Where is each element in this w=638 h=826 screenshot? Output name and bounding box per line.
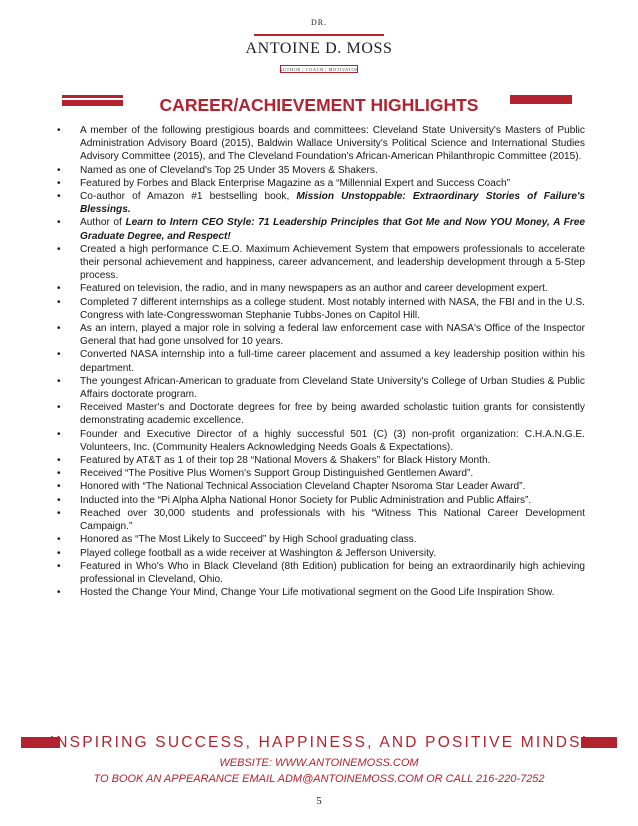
list-item: • Featured in Who's Who in Black Cleveland (8th Edition) publication for being an extraordinarily high achieving professional in Cleveland, Ohio. xyxy=(57,560,585,586)
book-title: Learn to Intern CEO Style: 71 Leadership Principles that Got Me and Now YOU Money, A Free Graduate Degree, and Respect! xyxy=(80,217,585,242)
tagline: INSPIRING SUCCESS, HAPPINESS, AND POSITIVE MINDS! xyxy=(49,734,589,751)
list-item: • A member of the following prestigious boards and committees: Cleveland State University's Masters of Public Administration Advisory Board (2015), Baldwin Wallace University's Political Science and International Studies Advisory Committee (2015), and The Cleveland Foundation's African-American Philanthropic Committee (2015). xyxy=(57,124,585,164)
list-item xyxy=(57,190,585,216)
section-title: CAREER/ACHIEVEMENT HIGHLIGHTS xyxy=(159,95,479,115)
logo-tagline: AUTHOR | COACH | MOTIVATOR xyxy=(279,67,359,72)
list-item-text: Author of xyxy=(80,217,126,229)
list-item: • Featured by Forbes and Black Enterprise Magazine as a “Millennial Expert and Success Coach” xyxy=(57,177,585,190)
list-item: • Received Master's and Doctorate degrees for free by being awarded scholastic tuition grants for consistently demonstrating academic excellence. xyxy=(57,401,585,427)
list-item: • Founder and Executive Director of a highly successful 501 (C) (3) non-profit organization: C.H.A.N.G.E. Volunteers, Inc. (Community Healers Acknowledging Needs Goals & Expectations). xyxy=(57,428,585,454)
list-item: • The youngest African-American to graduate from Cleveland State University's College of Urban Studies & Public Affairs doctorate program. xyxy=(57,375,585,401)
book-title: Mission Unstoppable: Extraordinary Stories of Failure's Blessings. xyxy=(80,191,585,216)
list-item: • Featured on television, the radio, and in many newspapers as an author and career development expert. xyxy=(57,282,585,295)
logo-divider xyxy=(254,34,384,36)
page-number: 5 xyxy=(316,795,322,807)
list-item xyxy=(57,216,585,242)
list-item: • Completed 7 different internships as a college student. Most notably interned with NASA, the FBI and in the U.S. Congress with late-Congresswoman Stephanie Tubbs-Jones on Capitol Hill. xyxy=(57,296,585,322)
list-item: • Featured by AT&T as 1 of their top 28 “National Movers & Shakers” for Black History Month. xyxy=(57,454,585,467)
list-item: • Reached over 30,000 students and professionals with his “Witness This National Career Development Campaign.” xyxy=(57,507,585,533)
list-item: • Hosted the Change Your Mind, Change Your Life motivational segment on the Good Life Inspiration Show. xyxy=(57,586,585,599)
list-item: • Received “The Positive Plus Women's Support Group Distinguished Gentlemen Award”. xyxy=(57,467,585,480)
list-item: • Converted NASA internship into a full-time career placement and assumed a key leadership position within his department. xyxy=(57,348,585,374)
logo-name: ANTOINE D. MOSS xyxy=(245,40,393,57)
footer-booking: TO BOOK AN APPEARANCE EMAIL ADM@ANTOINEMOSS.COM OR CALL 216-220-7252 xyxy=(93,773,545,785)
list-item: • Inducted into the “Pi Alpha Alpha National Honor Society for Public Administration and Public Affairs”. xyxy=(57,494,585,507)
list-item: • Created a high performance C.E.O. Maximum Achievement System that empowers professionals to accelerate their personal achievement and happiness, career advancement, and leadership development through a 5-Step process. xyxy=(57,243,585,283)
footer-website: WEBSITE: WWW.ANTOINEMOSS.COM xyxy=(219,757,419,769)
logo-prefix: DR. xyxy=(310,18,328,27)
list-item: • As an intern, played a major role in solving a federal law enforcement case with NASA's Office of the Inspector General that had gone unsolved for 10 years. xyxy=(57,322,585,348)
highlights-list xyxy=(57,124,585,599)
list-item: • Honored as “The Most Likely to Succeed” by High School graduating class. xyxy=(57,533,585,546)
list-item: • Named as one of Cleveland's Top 25 Under 35 Movers & Shakers. xyxy=(57,164,585,177)
list-item: • Honored with “The National Technical Association Cleveland Chapter Nsoroma Star Leader Award”. xyxy=(57,480,585,493)
list-item-text: Co-author of Amazon #1 bestselling book, xyxy=(80,191,297,203)
list-item: • Played college football as a wide receiver at Washington & Jefferson University. xyxy=(57,547,585,560)
